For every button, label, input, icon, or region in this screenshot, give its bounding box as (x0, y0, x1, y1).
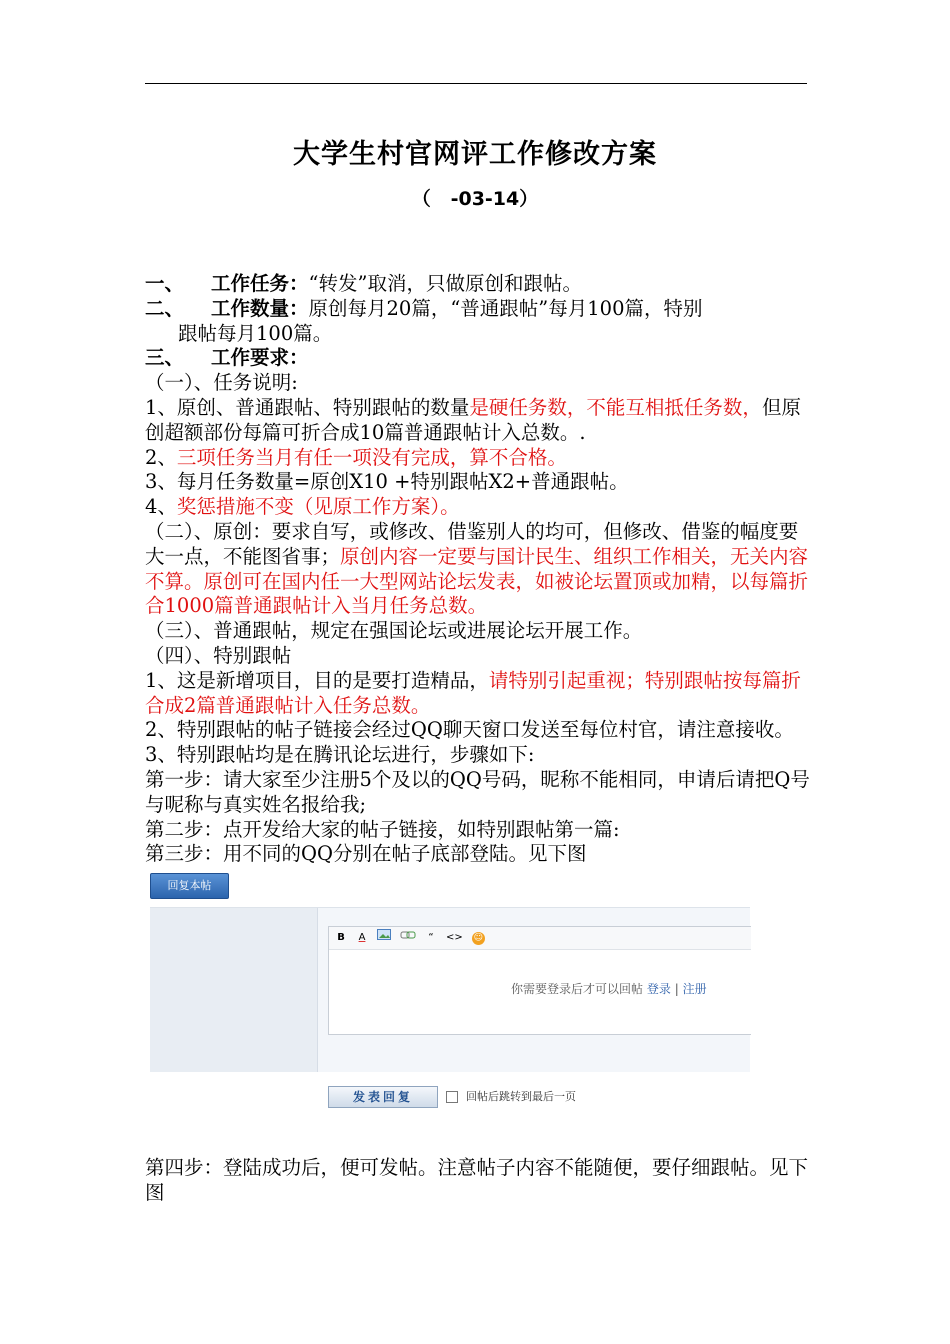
step-1: 第一步：请大家至少注册5个及以的QQ号码，昵称不能相同，申请后请把Q号与呢称与真实姓名报给我; (145, 767, 810, 816)
part1-item-1 (145, 396, 810, 446)
step-2: 第二步：点开发给大家的帖子链接，如特别跟帖第一篇: (145, 817, 620, 841)
section-number: 二、 (145, 296, 185, 320)
section-2-continuation: 跟帖每月100篇。 (178, 321, 333, 345)
section-text: 原创每月20篇，“普通跟帖”每月100篇，特别 (308, 296, 703, 320)
part1-item-2 (145, 446, 810, 471)
reply-panel (150, 907, 750, 1105)
font-color-icon[interactable]: A (358, 931, 366, 943)
document-title: 大学生村官网评工作修改方案 (293, 139, 657, 170)
checkbox-label: 回帖后跳转到最后一页 (466, 1089, 576, 1103)
login-prompt-text: 你需要登录后才可以回帖 (511, 982, 644, 997)
image-icon[interactable] (377, 926, 391, 951)
link-separator: | (674, 982, 679, 997)
section-1 (145, 272, 810, 297)
user-info-column (150, 908, 318, 1072)
part2-paragraph (145, 520, 810, 619)
bold-icon[interactable]: B (337, 931, 345, 943)
step-4: 第四步：登陆成功后，便可发帖。注意帖子内容不能随便，要仔细跟帖。见下图 (145, 1156, 809, 1204)
part4-heading: （四）、特别跟帖 (145, 643, 292, 667)
smiley-icon[interactable]: ☺ (473, 932, 483, 943)
section-number: 一、 (145, 272, 185, 295)
section-3 (145, 346, 810, 371)
submit-reply-button[interactable]: 发表回复 (328, 1086, 438, 1108)
section-number: 三、 (145, 346, 185, 370)
item-emphasis: 请特别引起重视；特别跟帖按每篇折合成2篇普通跟帖计入任务总数。 (145, 668, 801, 717)
item-emphasis: 三项任务当月有任一项没有完成，算不合格。 (176, 445, 567, 469)
item-text: 1、这是新增项目，目的是要打造精品， (145, 668, 489, 692)
part4-item-1 (145, 669, 810, 719)
quote-icon[interactable]: “ (428, 931, 434, 943)
section-label: 工作要求： (211, 346, 309, 370)
editor-toolbar (329, 927, 751, 950)
section-2 (145, 297, 810, 322)
item-number: 2、 (145, 445, 177, 469)
document-date: （ -03-14） (411, 188, 539, 210)
code-icon[interactable]: <> (446, 931, 463, 943)
submit-bar (328, 1086, 576, 1108)
part1-heading: （一）、任务说明: (145, 371, 298, 395)
part1-item-4 (145, 495, 810, 520)
link-icon[interactable] (400, 926, 416, 951)
header-rule (145, 83, 807, 84)
section-label: 工作数量： (211, 296, 309, 320)
item-emphasis: 奖惩措施不变（见原工作方案）。 (176, 495, 460, 519)
jump-last-page-checkbox[interactable] (446, 1091, 458, 1103)
reply-editor[interactable] (328, 926, 751, 1035)
paragraph-emphasis: 原创内容一定要与国计民生、组织工作相关，无关内容不算。原创可在国内任一大型网站论坛发表，如被论坛置顶或加精，以每篇折合1000篇普通跟帖计入当月任务总数。 (145, 544, 809, 618)
login-link[interactable]: 登录 (646, 982, 671, 997)
reply-post-button[interactable]: 回复本帖 (150, 873, 229, 899)
forum-reply-screenshot (145, 871, 755, 1146)
step-3: 第三步：用不同的QQ分别在帖子底部登陆。见下图 (145, 842, 587, 866)
item-number: 4、 (145, 495, 177, 519)
part4-item-2: 2、特别跟帖的帖子链接会经过QQ聊天窗口发送至每位村官，请注意接收。 (145, 718, 794, 742)
section-label: 工作任务： (211, 272, 309, 295)
register-link[interactable]: 注册 (682, 982, 707, 997)
login-prompt (511, 977, 707, 1002)
part3-paragraph: （三）、普通跟帖，规定在强国论坛或进展论坛开展工作。 (145, 619, 643, 643)
item-text: 但原创超额部份每篇可折合成10篇普通跟帖计入总数。. (145, 395, 801, 444)
part4-item-3: 3、特别跟帖均是在腾讯论坛进行，步骤如下: (145, 743, 535, 767)
paragraph-text: （二）、原创：要求自写，或修改、借鉴别人的均可，但修改、借鉴的幅度要大一点，不能图省事； (145, 519, 799, 568)
section-text: “转发”取消，只做原创和跟帖。 (308, 272, 582, 295)
item-emphasis: 是硬任务数，不能互相抵任务数， (469, 395, 762, 419)
part1-item-3: 3、每月任务数量=原创X10 +特别跟帖X2+普通跟帖。 (145, 470, 629, 494)
item-text: 1、原创、普通跟帖、特别跟帖的数量 (145, 395, 470, 419)
document-body (145, 272, 810, 1206)
